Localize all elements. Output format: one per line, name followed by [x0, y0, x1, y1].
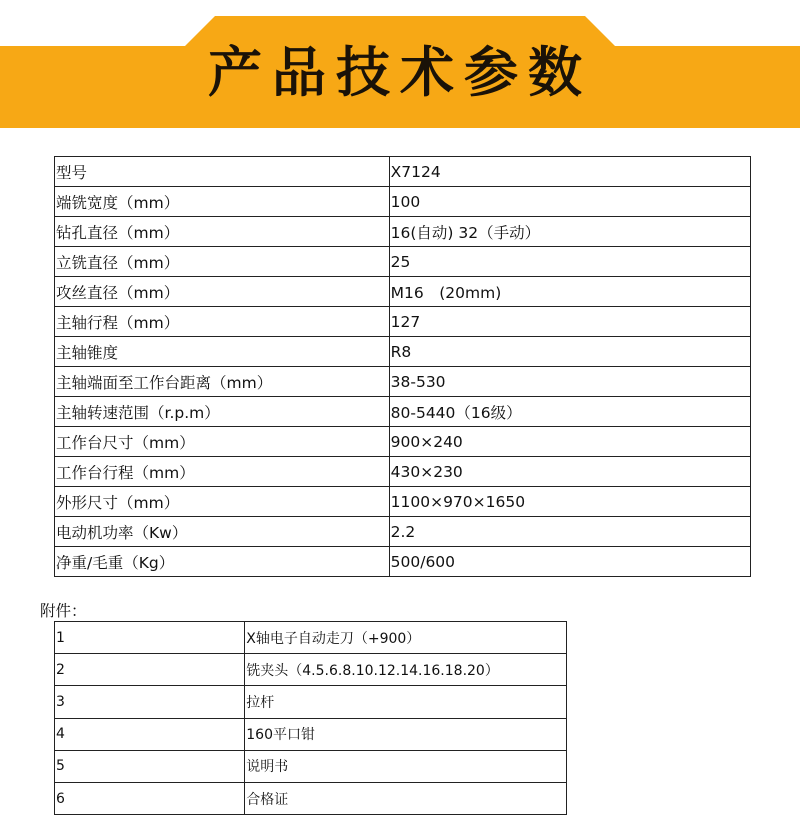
spec-value: 38-530	[389, 367, 750, 397]
spec-value: 430×230	[389, 457, 750, 487]
page-title: 产品技术参数	[208, 41, 592, 104]
accessories-table	[54, 621, 567, 815]
spec-value: 127	[389, 307, 750, 337]
accessory-number: 3	[55, 686, 245, 718]
accessory-item: 说明书	[245, 750, 567, 782]
spec-row	[55, 397, 751, 427]
spec-label: 主轴转速范围（r.p.m）	[55, 397, 390, 427]
spec-label: 立铣直径（mm）	[55, 247, 390, 277]
spec-row	[55, 427, 751, 457]
spec-label: 端铣宽度（mm）	[55, 187, 390, 217]
spec-label: 电动机功率（Kw）	[55, 517, 390, 547]
spec-label: 工作台尺寸（mm）	[55, 427, 390, 457]
accessory-number: 5	[55, 750, 245, 782]
spec-table	[54, 156, 751, 577]
spec-value: M16 (20mm)	[389, 277, 750, 307]
spec-row	[55, 277, 751, 307]
accessory-number: 2	[55, 654, 245, 686]
spec-row	[55, 187, 751, 217]
spec-row	[55, 517, 751, 547]
spec-row	[55, 457, 751, 487]
accessory-row	[55, 750, 567, 782]
spec-row	[55, 247, 751, 277]
spec-value: 16(自动) 32（手动）	[389, 217, 750, 247]
accessory-row	[55, 622, 567, 654]
accessory-number: 1	[55, 622, 245, 654]
spec-row	[55, 547, 751, 577]
spec-value: X7124	[389, 157, 750, 187]
spec-row	[55, 157, 751, 187]
accessory-item: X轴电子自动走刀（+900）	[245, 622, 567, 654]
spec-value: 100	[389, 187, 750, 217]
accessory-row	[55, 782, 567, 814]
spec-label: 型号	[55, 157, 390, 187]
accessory-item: 铣夹头（4.5.6.8.10.12.14.16.18.20）	[245, 654, 567, 686]
spec-label: 工作台行程（mm）	[55, 457, 390, 487]
spec-value: 25	[389, 247, 750, 277]
spec-row	[55, 307, 751, 337]
spec-label: 攻丝直径（mm）	[55, 277, 390, 307]
title-banner	[0, 0, 800, 128]
accessory-item: 160平口钳	[245, 718, 567, 750]
spec-value: 500/600	[389, 547, 750, 577]
spec-label: 净重/毛重（Kg）	[55, 547, 390, 577]
accessory-number: 4	[55, 718, 245, 750]
spec-value: R8	[389, 337, 750, 367]
spec-label: 外形尺寸（mm）	[55, 487, 390, 517]
spec-row	[55, 367, 751, 397]
accessory-number: 6	[55, 782, 245, 814]
accessory-row	[55, 654, 567, 686]
spec-row	[55, 487, 751, 517]
spec-label: 主轴端面至工作台距离（mm）	[55, 367, 390, 397]
spec-value: 2.2	[389, 517, 750, 547]
accessory-row	[55, 686, 567, 718]
accessories-label: 附件：	[40, 602, 87, 620]
accessory-row	[55, 718, 567, 750]
spec-label: 钻孔直径（mm）	[55, 217, 390, 247]
spec-value: 1100×970×1650	[389, 487, 750, 517]
spec-row	[55, 217, 751, 247]
spec-label: 主轴锥度	[55, 337, 390, 367]
spec-label: 主轴行程（mm）	[55, 307, 390, 337]
spec-value: 900×240	[389, 427, 750, 457]
spec-value: 80-5440（16级）	[389, 397, 750, 427]
accessory-item: 拉杆	[245, 686, 567, 718]
spec-row	[55, 337, 751, 367]
accessory-item: 合格证	[245, 782, 567, 814]
